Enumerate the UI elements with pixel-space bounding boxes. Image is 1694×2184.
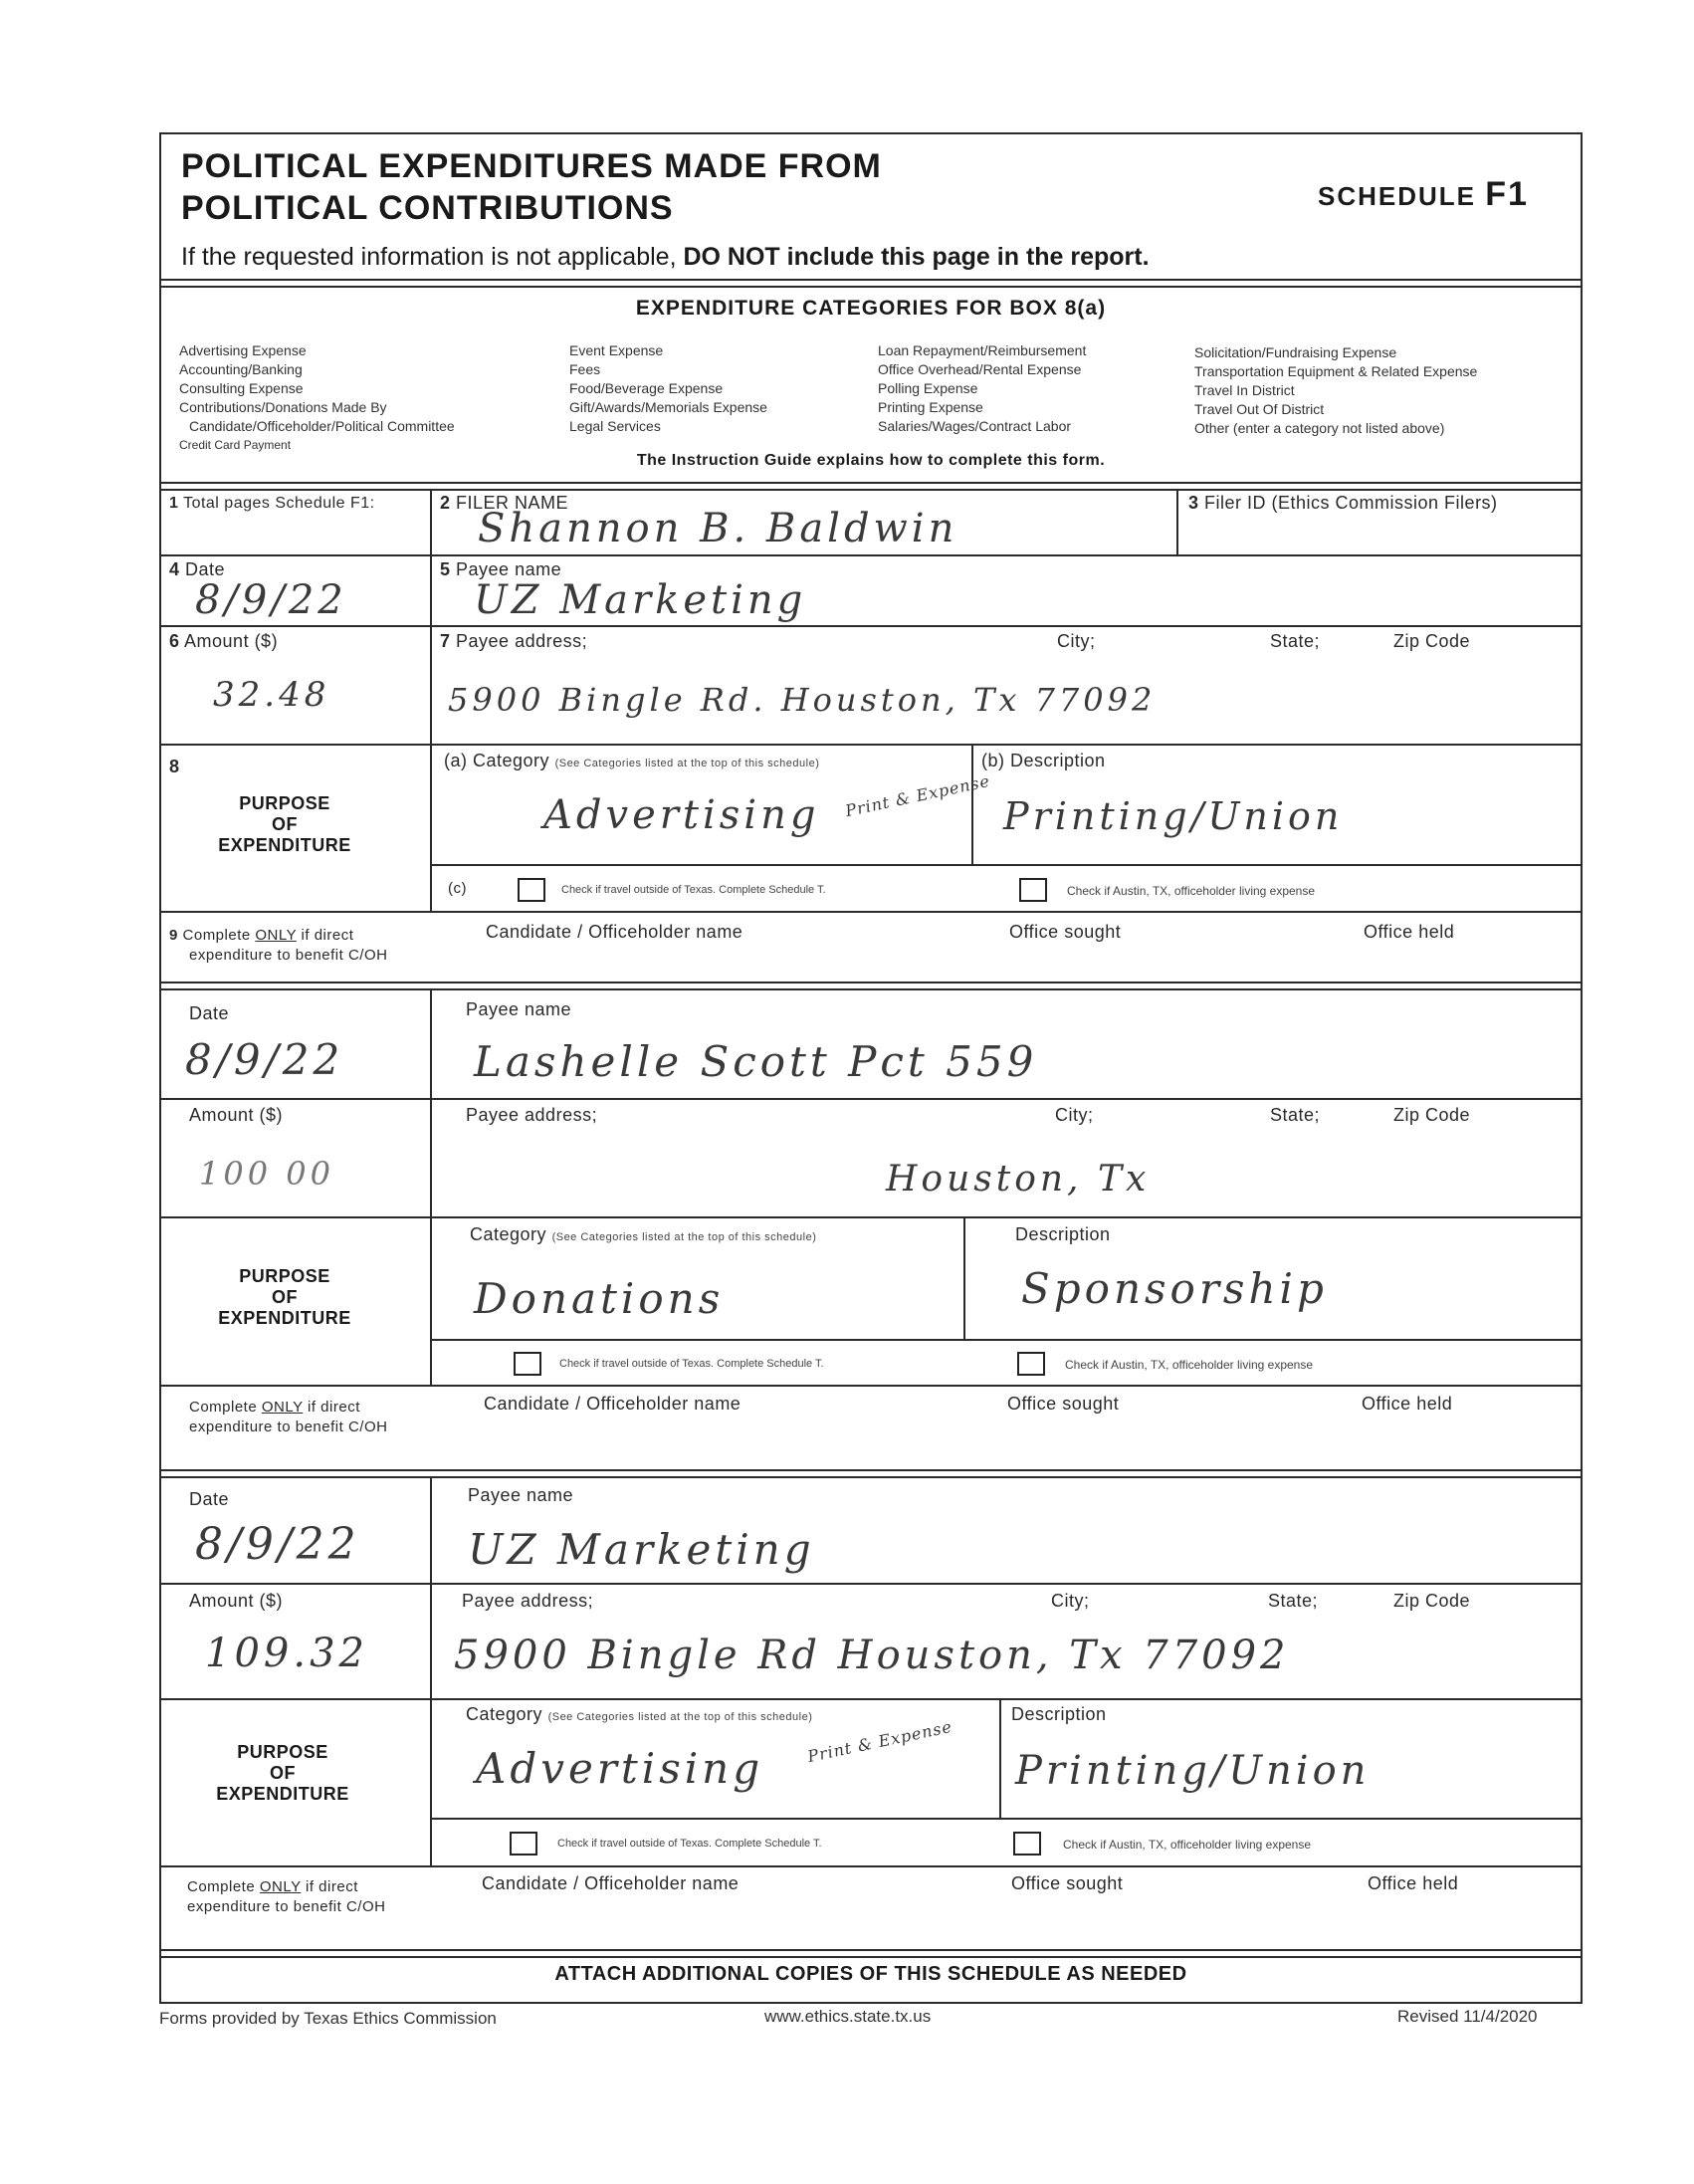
travel-checkbox[interactable] bbox=[514, 1352, 541, 1376]
date-label: Date bbox=[189, 1003, 230, 1023]
category-value[interactable]: Advertising bbox=[476, 1744, 764, 1793]
date-value[interactable]: 8/9/22 bbox=[185, 1035, 344, 1084]
purpose-label: PURPOSE OF EXPENDITURE bbox=[216, 1742, 349, 1804]
divider bbox=[159, 982, 1583, 983]
categories-column-3: Loan Repayment/Reimbursement Office Overhead/Rental Expense Polling Expense Printing Expense Salaries/Wages/Contract Labor bbox=[878, 342, 1087, 434]
travel-check-label: Check if travel outside of Texas. Complete Schedule T. bbox=[561, 884, 826, 896]
office-held-label: Office held bbox=[1364, 922, 1455, 942]
amount-label: Amount ($) bbox=[189, 1591, 284, 1611]
divider bbox=[971, 744, 973, 864]
attach-notice: ATTACH ADDITIONAL COPIES OF THIS SCHEDULE AS NEEDED bbox=[554, 1963, 1187, 1985]
office-held-label: Office held bbox=[1368, 1873, 1459, 1893]
amount-value[interactable]: 109.32 bbox=[205, 1631, 368, 1676]
divider bbox=[159, 625, 1583, 627]
amount-value[interactable]: 100 00 bbox=[199, 1155, 334, 1193]
category-note-value[interactable]: Print & Expense bbox=[805, 1716, 954, 1767]
divider bbox=[159, 1216, 1583, 1218]
payee-name-value[interactable]: UZ Marketing bbox=[474, 577, 807, 623]
footer-left: Forms provided by Texas Ethics Commission bbox=[159, 2009, 497, 2028]
austin-checkbox[interactable] bbox=[1017, 1352, 1045, 1376]
categories-column-2: Event Expense Fees Food/Beverage Expense Gift/Awards/Memorials Expense Legal Services bbox=[569, 342, 767, 434]
payee-name-value[interactable]: UZ Marketing bbox=[468, 1525, 815, 1574]
travel-check-label: Check if travel outside of Texas. Complete Schedule T. bbox=[559, 1358, 824, 1370]
divider bbox=[159, 1469, 1583, 1471]
divider bbox=[159, 1098, 1583, 1100]
description-value[interactable]: Printing/Union bbox=[1003, 794, 1344, 838]
categories-column-4: Solicitation/Fundraising Expense Transportation Equipment & Related Expense Travel In District Travel Out Of District Other (enter a category not listed above) bbox=[1194, 344, 1478, 436]
austin-check-label: Check if Austin, TX, officeholder living expense bbox=[1063, 1838, 1312, 1852]
date-value[interactable]: 8/9/22 bbox=[195, 577, 347, 623]
complete-only-label: Complete ONLY if direct expenditure to benefit C/OH bbox=[187, 1878, 386, 1915]
office-sought-label: Office sought bbox=[1011, 1873, 1124, 1893]
zip-label: Zip Code bbox=[1393, 1105, 1471, 1125]
austin-checkbox[interactable] bbox=[1013, 1832, 1041, 1856]
state-label: State; bbox=[1268, 1591, 1319, 1611]
category-value[interactable]: Advertising bbox=[543, 792, 820, 838]
divider bbox=[159, 1385, 1583, 1387]
category-label: Category (See Categories listed at the top of this schedule) bbox=[470, 1224, 817, 1244]
description-label: (b) Description bbox=[981, 751, 1106, 770]
divider bbox=[999, 1698, 1001, 1818]
city-label: City; bbox=[1057, 631, 1096, 651]
divider bbox=[159, 1583, 1583, 1585]
divider bbox=[430, 864, 1583, 866]
zip-label: Zip Code bbox=[1393, 631, 1471, 651]
description-value[interactable]: Sponsorship bbox=[1021, 1264, 1328, 1313]
city-label: City; bbox=[1055, 1105, 1094, 1125]
amount-value[interactable]: 32.48 bbox=[213, 675, 330, 715]
divider bbox=[430, 1339, 1583, 1341]
travel-checkbox[interactable] bbox=[518, 878, 545, 902]
divider bbox=[430, 1476, 432, 1865]
filer-name-value[interactable]: Shannon B. Baldwin bbox=[478, 506, 958, 551]
city-label: City; bbox=[1051, 1591, 1090, 1611]
divider bbox=[1176, 489, 1178, 554]
office-held-label: Office held bbox=[1362, 1394, 1453, 1414]
complete-only-label: 9 Complete ONLY if direct expenditure to benefit C/OH bbox=[169, 927, 388, 964]
payee-address-label: Payee address; bbox=[462, 1591, 594, 1611]
austin-check-label: Check if Austin, TX, officeholder living expense bbox=[1065, 1358, 1314, 1372]
category-note-value[interactable]: Print & Expense bbox=[843, 770, 992, 821]
payee-address-value[interactable]: 5900 Bingle Rd Houston, Tx 77092 bbox=[454, 1633, 1290, 1678]
divider bbox=[430, 1818, 1583, 1820]
purpose-label: PURPOSE OF EXPENDITURE bbox=[218, 793, 351, 855]
c-label: (c) bbox=[448, 880, 467, 897]
travel-checkbox[interactable] bbox=[510, 1832, 537, 1856]
divider bbox=[159, 1865, 1583, 1867]
divider bbox=[159, 1956, 1583, 1958]
office-sought-label: Office sought bbox=[1009, 922, 1122, 942]
divider bbox=[159, 911, 1583, 913]
payee-name-value[interactable]: Lashelle Scott Pct 559 bbox=[474, 1037, 1038, 1086]
candidate-label: Candidate / Officeholder name bbox=[484, 1394, 741, 1414]
state-label: State; bbox=[1270, 631, 1321, 651]
payee-address-label: Payee address; bbox=[466, 1105, 598, 1125]
divider bbox=[159, 482, 1583, 484]
category-value[interactable]: Donations bbox=[474, 1274, 725, 1323]
payee-name-label: Payee name bbox=[466, 999, 572, 1019]
austin-check-label: Check if Austin, TX, officeholder living expense bbox=[1067, 884, 1316, 898]
payee-address-value[interactable]: Houston, Tx bbox=[886, 1159, 1151, 1200]
category-label: (a) Category (See Categories listed at the top of this schedule) bbox=[444, 751, 820, 770]
instruction-guide-note: The Instruction Guide explains how to complete this form. bbox=[636, 452, 1106, 469]
section-8-label: 8 bbox=[169, 757, 180, 776]
divider bbox=[159, 279, 1583, 281]
category-label: Category (See Categories listed at the top of this schedule) bbox=[466, 1704, 813, 1724]
purpose-label: PURPOSE OF EXPENDITURE bbox=[218, 1266, 351, 1328]
footer-revision: Revised 11/4/2020 bbox=[1397, 2007, 1538, 2026]
candidate-label: Candidate / Officeholder name bbox=[486, 922, 743, 942]
austin-checkbox[interactable] bbox=[1019, 878, 1047, 902]
form-title: POLITICAL EXPENDITURES MADE FROM POLITICAL CONTRIBUTIONS bbox=[181, 147, 882, 227]
zip-label: Zip Code bbox=[1393, 1591, 1471, 1611]
schedule-id: SCHEDULE F1 bbox=[1318, 175, 1529, 213]
divider bbox=[159, 489, 1583, 491]
payee-address-value[interactable]: 5900 Bingle Rd. Houston, Tx 77092 bbox=[448, 681, 1157, 719]
amount-label: Amount ($) bbox=[189, 1105, 284, 1125]
payee-address-label: 7 Payee address; bbox=[440, 631, 588, 651]
amount-label: 6 Amount ($) bbox=[169, 631, 279, 651]
divider bbox=[963, 1216, 965, 1339]
travel-check-label: Check if travel outside of Texas. Complete Schedule T. bbox=[557, 1838, 822, 1850]
date-value[interactable]: 8/9/22 bbox=[195, 1519, 360, 1570]
complete-only-label: Complete ONLY if direct expenditure to benefit C/OH bbox=[189, 1399, 388, 1435]
divider bbox=[430, 489, 432, 911]
footer-website[interactable]: www.ethics.state.tx.us bbox=[764, 2007, 932, 2026]
categories-title: EXPENDITURE CATEGORIES FOR BOX 8(a) bbox=[635, 297, 1107, 320]
payee-name-label: Payee name bbox=[468, 1485, 574, 1505]
divider bbox=[159, 286, 1583, 288]
office-sought-label: Office sought bbox=[1007, 1394, 1120, 1414]
notice-text: If the requested information is not applicable, DO NOT include this page in the report. bbox=[181, 243, 1150, 271]
state-label: State; bbox=[1270, 1105, 1321, 1125]
divider bbox=[159, 988, 1583, 990]
description-label: Description bbox=[1011, 1704, 1107, 1724]
divider bbox=[159, 554, 1583, 556]
date-label: 4 Date bbox=[169, 559, 226, 579]
total-pages-label: 1 Total pages Schedule F1: bbox=[169, 495, 375, 512]
divider bbox=[159, 744, 1583, 746]
divider bbox=[159, 1949, 1583, 1951]
candidate-label: Candidate / Officeholder name bbox=[482, 1873, 740, 1893]
payee-name-label: 5 Payee name bbox=[440, 559, 562, 579]
description-label: Description bbox=[1015, 1224, 1111, 1244]
categories-column-1: Advertising Expense Accounting/Banking Consulting Expense Contributions/Donations Made By Candidate/Officeholder/Political Committee Credit Card Payment bbox=[179, 342, 455, 452]
description-value[interactable]: Printing/Union bbox=[1015, 1748, 1371, 1794]
divider bbox=[159, 1698, 1583, 1700]
date-label: Date bbox=[189, 1489, 230, 1509]
divider bbox=[430, 988, 432, 1385]
divider bbox=[159, 1476, 1583, 1478]
filer-id-label: 3 Filer ID (Ethics Commission Filers) bbox=[1188, 493, 1498, 513]
filer-name-label: 2 FILER NAME bbox=[440, 493, 569, 513]
